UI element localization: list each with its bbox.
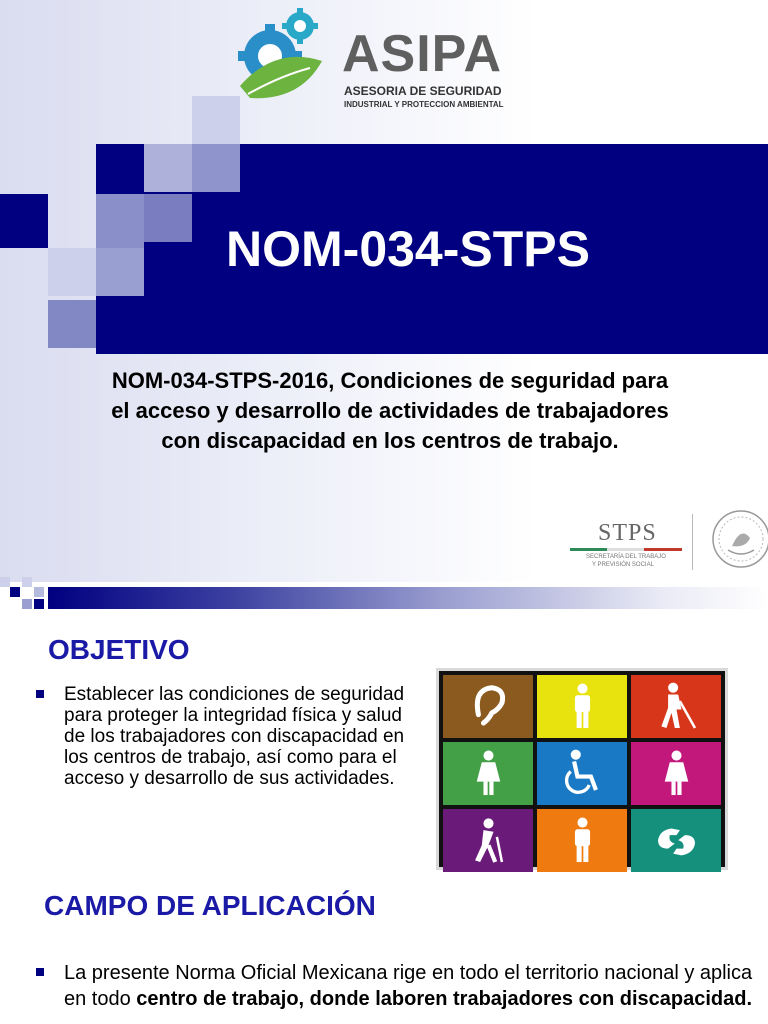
deco-small-square	[22, 599, 32, 609]
stps-logo	[568, 518, 688, 578]
woman-icon	[631, 742, 721, 805]
deco-small-square	[10, 587, 20, 597]
deco-small-square	[0, 577, 10, 587]
objetivo-text: Establecer las condiciones de seguridad para proteger la integridad física y salud de los trabajadores con discapacidad en los centros de trabajo, así como para el acceso y desarrollo de sus actividades.	[64, 684, 405, 789]
objetivo-heading: OBJETIVO	[48, 634, 190, 665]
campo-text-plain: La presente Norma Oficial Mexicana rige en todo el territorio nacional y aplica en todo	[64, 962, 753, 1010]
logo-divider	[692, 514, 693, 570]
wheelchair-icon	[537, 742, 627, 805]
woman-icon	[443, 742, 533, 805]
campo-text	[64, 960, 754, 1012]
slide-title: NOM-034-STPS	[226, 221, 590, 277]
elderly-person-cane-icon	[443, 809, 533, 872]
logo-subtitle-1: ASESORIA DE SEGURIDAD	[344, 84, 502, 98]
deco-small-square	[22, 577, 32, 587]
disability-icons-grid	[436, 668, 728, 870]
deco-small-square	[34, 599, 44, 609]
stps-name: STPS	[598, 520, 657, 546]
slide-subtitle: NOM-034-STPS-2016, Condiciones de seguridad para el acceso y desarrollo de actividades de trabajadores con discapacidad en los centros de trabajo.	[111, 368, 669, 453]
title-banner-left-block	[0, 194, 48, 248]
stps-subtitle-2: Y PREVISIÓN SOCIAL	[592, 562, 654, 568]
separator-gradient-bar	[48, 587, 768, 609]
asipa-logo	[230, 6, 550, 109]
campo-heading: CAMPO DE APLICACIÓN	[44, 890, 376, 921]
stps-subtitle-1: SECRETARÍA DEL TRABAJO	[586, 554, 666, 560]
stps-tricolor-line	[570, 548, 682, 551]
blind-person-cane-icon	[631, 675, 721, 738]
gear-leaf-icon	[230, 6, 326, 106]
sign-language-hands-icon	[631, 809, 721, 872]
bullet-square	[36, 968, 44, 976]
campo-text-bold: centro de trabajo, donde laboren trabajadores con discapacidad.	[136, 988, 752, 1010]
deco-small-square	[34, 587, 44, 597]
mexico-seal-icon	[710, 508, 768, 570]
bullet-square	[36, 690, 44, 698]
person-icon	[537, 809, 627, 872]
hearing-ear-icon	[443, 675, 533, 738]
logo-name: ASIPA	[342, 25, 503, 83]
logo-subtitle-2: INDUSTRIAL Y PROTECCION AMBIENTAL	[344, 100, 504, 109]
person-icon	[537, 675, 627, 738]
